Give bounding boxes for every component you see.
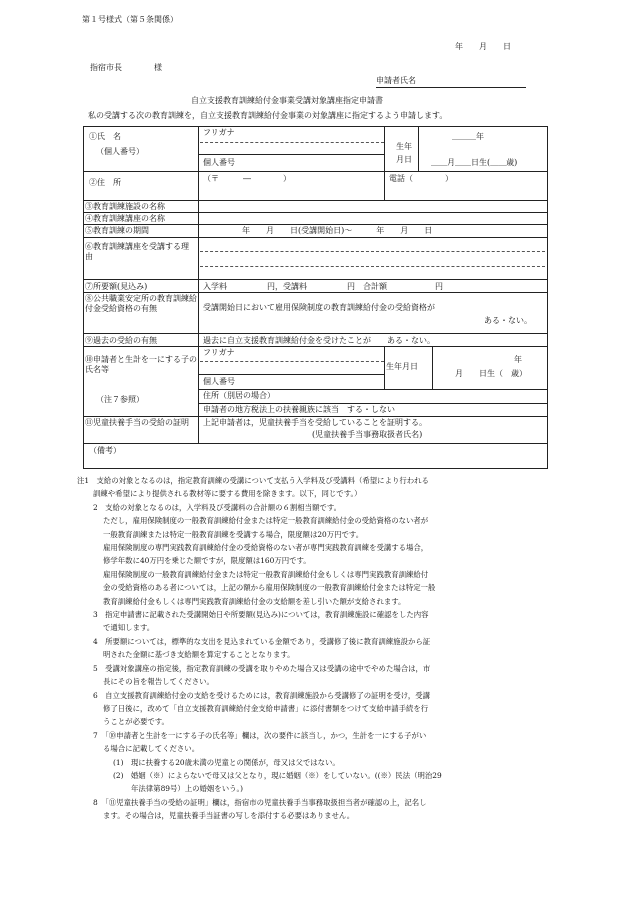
child-personal-number-field[interactable]: 個人番号	[203, 377, 235, 386]
note-1: 注1 支給の対象となるのは，指定教育訓練の受講について支払う入学料及び受講料（希望により行われる	[77, 476, 429, 485]
name-label: ①氏 名	[89, 132, 121, 141]
note-1-cont: 訓練や希望により提供される教材等に要する費用を除きます。以下，同じです。）	[93, 489, 362, 499]
applicant-name-label: 申請者氏名	[376, 76, 416, 85]
note-2-detail-4: 修学年数に40万円を乗じた額ですが，限度額は160万円です。	[103, 556, 311, 566]
child-address-field[interactable]: 住所（別居の場合）	[203, 391, 275, 400]
note-4-cont: 明された金額に基づき支給額を算定することとなります。	[103, 650, 295, 660]
applicant-name-line[interactable]	[376, 87, 526, 88]
reason-label: ⑥教育訓練講座を受講する理由	[85, 242, 189, 261]
note-7-item-2: (2) 婚姻（※）によらないで母又は父となり，現に婚姻（※）をしていない。((※）民法（明治29	[113, 770, 442, 780]
intro-text: 私の受講する次の教育訓練を，自立支援教育訓練給付金事業の対象講座に指定するよう申請します。	[88, 111, 448, 120]
estimated-cost-field[interactable]: 入学料 円，受講料 円 合計額 円	[203, 282, 443, 291]
child-birth-month-day-field[interactable]: 月 日生（ 歳）	[455, 369, 527, 378]
note-3-cont: で通知します。	[103, 623, 155, 633]
employment-benefit-text: 受講開始日において雇用保険制度の教育訓練給付金の受給資格が	[203, 303, 435, 312]
note-7-item-2-cont: 年法律第89号）上の婚姻をいう。)	[131, 784, 244, 794]
note-7-cont: る場合に記載してください。	[103, 744, 200, 754]
employment-benefit-label: ⑧公共職業安定所の教育訓練給付金受給資格の有無	[85, 294, 197, 313]
document-title: 自立支援教育訓練給付金事業受講対象講座指定申請書	[191, 96, 383, 105]
note-6-cont-2: うことが必要です。	[103, 717, 169, 727]
note-3: 3 指定申請書に記載された受講開始日や所要額(見込み)については，教育訓練施設に確認をした内容	[93, 610, 429, 620]
form-number: 第１号様式（第５条関係）	[82, 15, 178, 24]
postal-code-field[interactable]: （〒 ― ）	[203, 174, 291, 183]
note-5: 5 受講対象講座の指定後，指定教育訓練の受講を取りやめた場合又は受講の途中でやめた場合は，市	[93, 663, 431, 673]
birth-year-field[interactable]: ＿＿＿年	[452, 132, 484, 141]
child-birth-year-field[interactable]: 年	[514, 355, 522, 364]
child-allowance-certification: 上記申請者は，児童扶養手当を受給していることを証明する。	[203, 418, 427, 427]
note-2-detail-1: ただし，雇用保険制度の一般教育訓練給付金または特定一般教育訓練給付金の受給資格のない者が	[103, 516, 429, 526]
child-birthdate-label: 生年月日	[386, 362, 418, 371]
note-2: 2 支給の対象となるのは，入学料及び受講料の合計額の６割相当額です。	[93, 502, 342, 512]
note-2-detail-5: 雇用保険制度の一般教育訓練給付金または特定一般教育訓練給付金もしくは専門実践教育訓練給付	[103, 569, 429, 579]
child-allowance-label: ⑪児童扶養手当の受給の証明	[85, 418, 189, 427]
note-2-detail-7: 教育訓練給付金もしくは専門実践教育訓練給付金の支給額を差し引いた額が支給されます。	[103, 596, 406, 606]
note7-reference: （注７参照）	[96, 395, 144, 404]
training-period-label: ⑤教育訓練の期間	[85, 226, 149, 235]
furigana-label: フリガナ	[203, 128, 235, 137]
allowance-officer-name[interactable]: (児童扶養手当事務取扱者氏名)	[312, 430, 423, 439]
course-name-label: ④教育訓練講座の名称	[85, 214, 165, 223]
birth-month-day-field[interactable]: ＿＿月＿＿日生(＿＿歳)	[431, 158, 518, 167]
addressee: 指宿市長 様	[90, 63, 162, 72]
dependent-child-label: ⑩申請者と生計を一にする子の氏名等	[85, 355, 197, 374]
address-label: ②住 所	[89, 178, 121, 187]
note-2-detail-2: 一般教育訓練または特定一般教育訓練を受講する場合，限度額は20万円です。	[103, 529, 364, 539]
note-6-cont-1: 修了日後に，改めて「自立支援教育訓練給付金支給申請書」に添付書類をつけて支給申請手続を行	[103, 703, 429, 713]
facility-name-label: ③教育訓練施設の名称	[85, 202, 165, 211]
note-7-item-1: (1) 現に扶養する20歳未満の児童との関係が，母又は父ではない。	[113, 757, 340, 767]
notes-section	[77, 474, 553, 823]
note-8: 8 「⑪児童扶養手当の受給の証明」欄は，指宿市の児童扶養手当事務取扱担当者が確認の上，記名し	[93, 797, 427, 807]
employment-benefit-choice[interactable]: ある・ない。	[484, 316, 532, 325]
past-receipt-field[interactable]: 過去に自立支援教育訓練給付金を受けたことが ある・ない。	[203, 336, 435, 345]
note-4: 4 所要額については，標準的な支出を見込まれている金額であり，受講修了後に教育訓練施設から証	[93, 636, 431, 646]
note-7: 7 「⑩申請者と生計を一にする子の氏名等」欄は，次の要件に該当し，かつ，生計を一にする子がい	[93, 730, 427, 740]
past-receipt-label: ⑨過去の受給の有無	[85, 336, 157, 345]
birthdate-label: 生年 月日	[396, 142, 412, 164]
note-2-detail-3: 雇用保険制度の専門実践教育訓練給付金の受給資格のない者が専門実践教育訓練を受講する場合，	[103, 543, 429, 553]
training-period-field[interactable]: 年 月 日(受講開始日)～ 年 月 日	[242, 226, 433, 235]
note-2-detail-6: 金の受給資格のある者については，上記の額から雇用保険制度の一般教育訓練給付金または特定一般	[103, 583, 436, 593]
phone-field[interactable]: 電話（ ）	[389, 174, 453, 183]
note-8-cont: ます。その場合は，児童扶養手当証書の写しを添付する必要はありません。	[103, 811, 355, 821]
date-line[interactable]: 年 月 日	[455, 42, 511, 51]
personal-number-field[interactable]: 個人番号	[203, 158, 235, 167]
note-5-cont: 長にその旨を報告してください。	[103, 677, 214, 687]
remarks-label: （備考）	[89, 446, 121, 455]
dependent-relative-field[interactable]: 申請者の地方税法上の扶養親族に該当 する・しない	[203, 405, 395, 414]
note-6: 6 自立支援教育訓練給付金の支給を受けるためには，教育訓練施設から受講修了の証明を受け，受講	[93, 690, 430, 700]
child-furigana-label: フリガナ	[203, 348, 235, 357]
estimated-cost-label: ⑦所要額(見込み)	[85, 282, 148, 291]
personal-number-label: （個人番号）	[96, 147, 144, 156]
